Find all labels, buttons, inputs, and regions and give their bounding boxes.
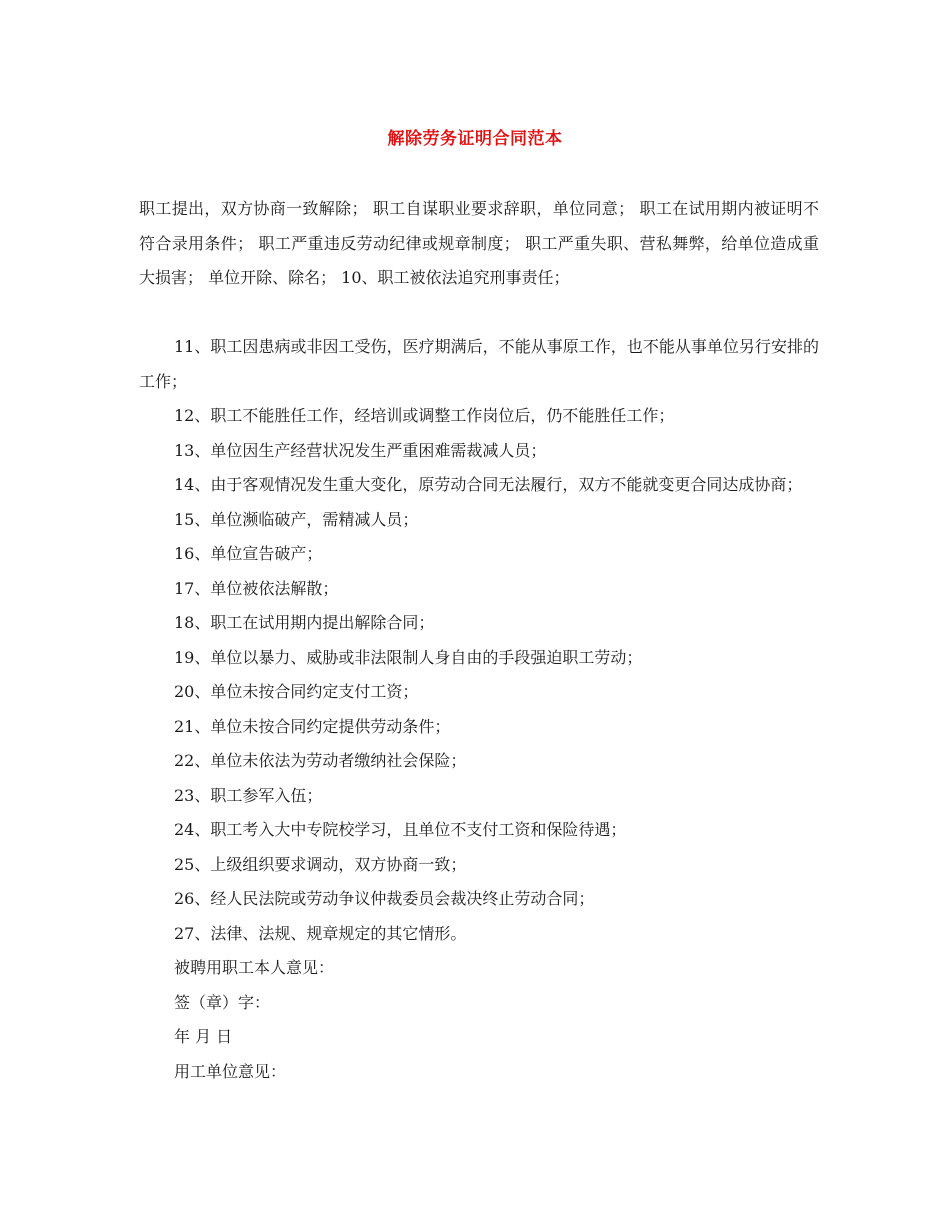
clause-23: 23、职工参军入伍； <box>174 785 323 805</box>
clause-13: 13、单位因生产经营状况发生严重困难需裁减人员； <box>174 440 547 460</box>
employee-opinion-label: 被聘用职工本人意见： <box>174 958 335 977</box>
clause-24: 24、职工考入大中专院校学习，且单位不支付工资和保险待遇； <box>174 820 627 839</box>
clause-22: 22、单位未依法为劳动者缴纳社会保险； <box>174 751 467 770</box>
clause-12: 12、职工不能胜任工作，经培训或调整工作岗位后，仍不能胜任工作； <box>174 406 675 425</box>
clause-19: 19、单位以暴力、威胁或非法限制人身自由的手段强迫职工劳动； <box>174 647 643 667</box>
intro-paragraph: 职工提出，双方协商一致解除； 职工自谋职业要求辞职，单位同意； 职工在试用期内被证明不符合录用条件； 职工严重违反劳动纪律或规章制度； 职工严重失职、营私舞弊，给单位造成重大损害； 单位开除、除名； 10、职工被依法追究刑事责任； <box>139 199 819 287</box>
clause-16: 16、单位宣告破产； <box>174 544 323 563</box>
document-title: 解除劳务证明合同范本 <box>387 129 563 149</box>
date-label: 年 月 日 <box>174 1027 233 1046</box>
clause-20: 20、单位未按合同约定支付工资； <box>174 682 419 701</box>
clause-list <box>139 330 819 1089</box>
clause-18: 18、职工在试用期内提出解除合同； <box>174 613 435 632</box>
clause-14: 14、由于客观情况发生重大变化，原劳动合同无法履行，双方不能就变更合同达成协商； <box>174 475 803 494</box>
clause-27: 27、法律、法规、规章规定的其它情形。 <box>174 923 467 943</box>
signature-label: 签（章）字： <box>174 992 271 1012</box>
clause-11: 11、职工因患病或非因工受伤，医疗期满后，不能从事原工作，也不能从事单位另行安排的工作； <box>139 337 819 391</box>
clause-21: 21、单位未按合同约定提供劳动条件； <box>174 716 451 736</box>
clause-17: 17、单位被依法解散； <box>174 578 339 598</box>
employer-opinion-label: 用工单位意见： <box>174 1061 287 1081</box>
clause-15: 15、单位濒临破产，需精减人员； <box>174 509 419 529</box>
clause-25: 25、上级组织要求调动，双方协商一致； <box>174 854 467 874</box>
clause-26: 26、经人民法院或劳动争议仲裁委员会裁决终止劳动合同； <box>174 889 595 908</box>
